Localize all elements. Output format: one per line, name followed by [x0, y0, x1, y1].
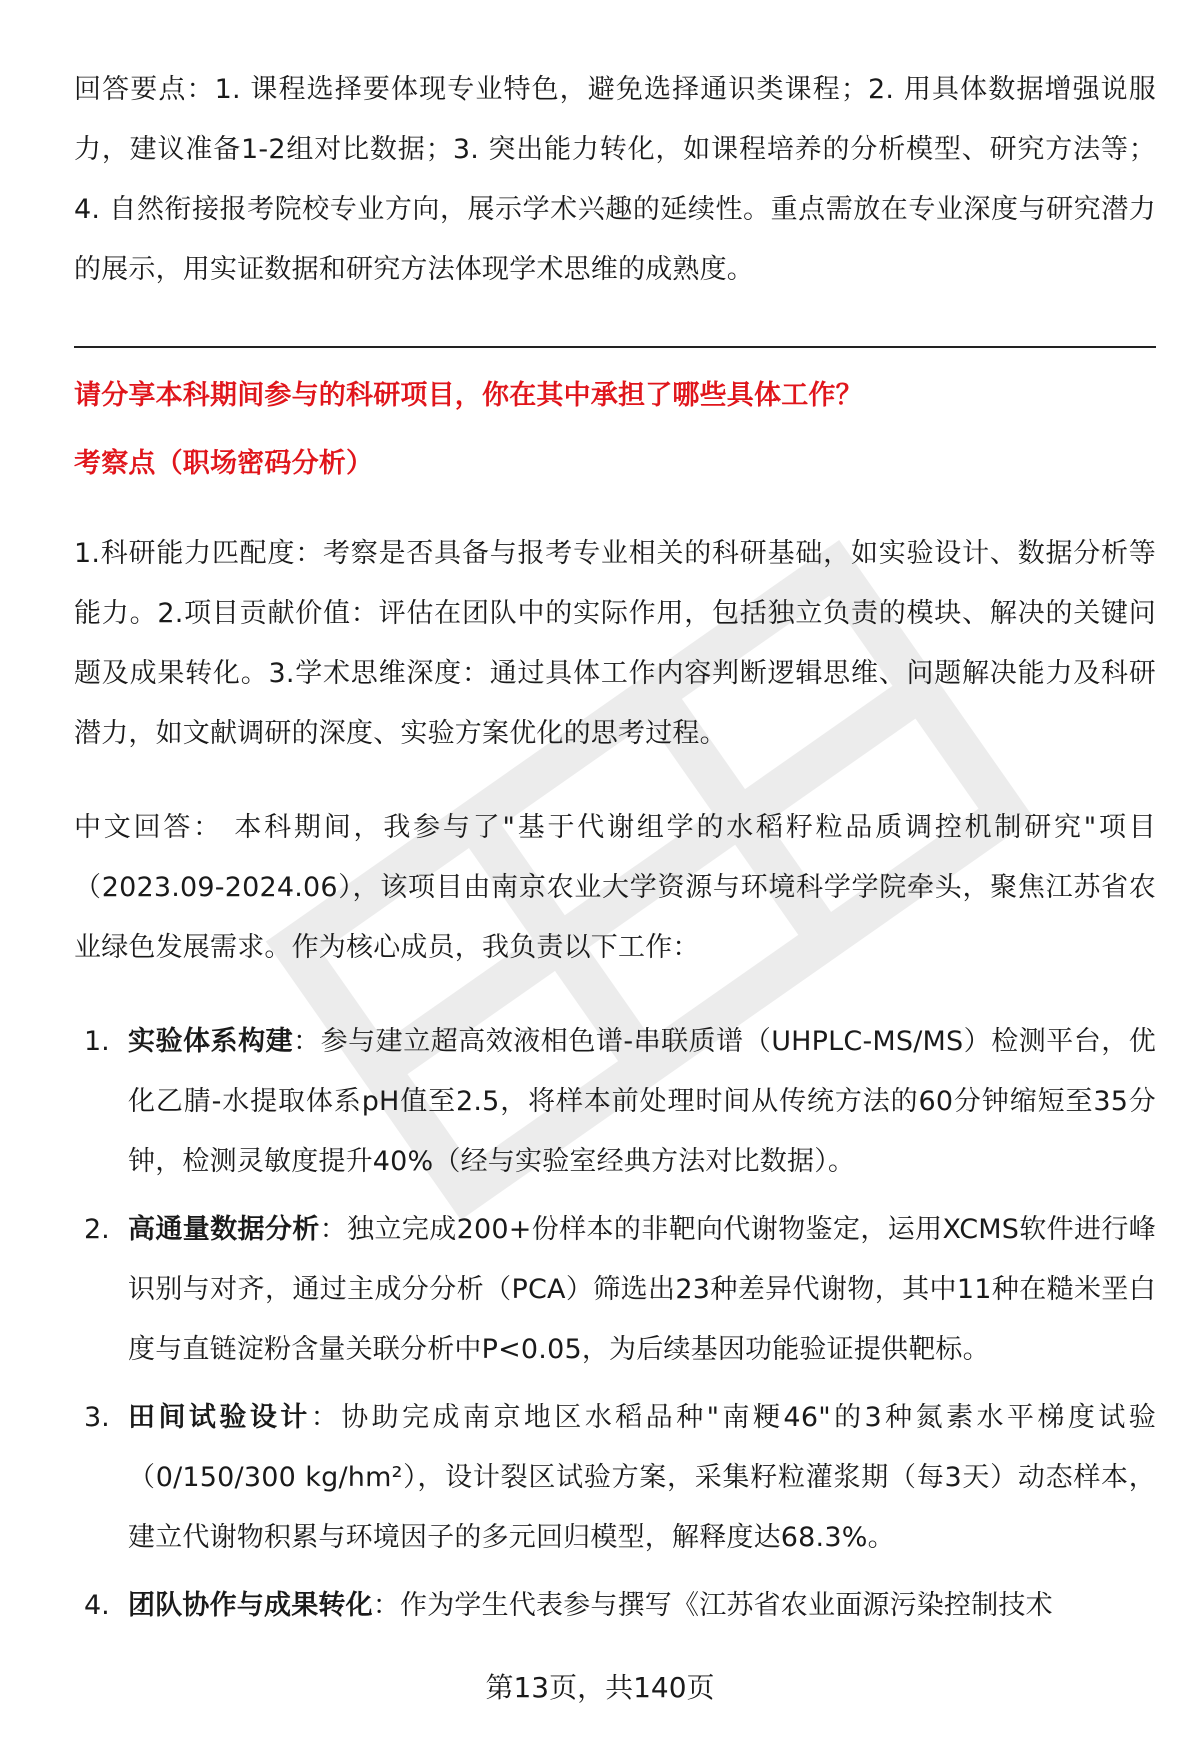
list-item-text: ：作为学生代表参与撰写《江苏省农业面源污染控制技术: [372, 1590, 1053, 1621]
list-item-text: ：参与建立超高效液相色谱-串联质谱（UHPLC-MS/MS）检测平台，优化乙腈-水提取体系pH值至2.5，将样本前处理时间从传统方法的60分钟缩短至35分钟，检测灵敏度提升40%（经与实验室经典方法对比数据）。: [128, 1026, 1156, 1177]
work-list: [74, 1012, 1156, 1636]
section-divider: [74, 346, 1156, 348]
list-item-content: [128, 1576, 1156, 1636]
list-item-content: [128, 1012, 1156, 1192]
analysis-paragraph: 1.科研能力匹配度：考察是否具备与报考专业相关的科研基础，如实验设计、数据分析等能力。2.项目贡献价值：评估在团队中的实际作用，包括独立负责的模块、解决的关键问题及成果转化。3.学术思维深度：通过具体工作内容判断逻辑思维、问题解决能力及科研潜力，如文献调研的深度、实验方案优化的思考过程。: [74, 538, 1156, 749]
list-item-number: 2.: [84, 1214, 110, 1245]
list-item-text: ：独立完成200+份样本的非靶向代谢物鉴定，运用XCMS软件进行峰识别与对齐，通过主成分分析（PCA）筛选出23种差异代谢物，其中11种在糙米垩白度与直链淀粉含量关联分析中P<0.05，为后续基因功能验证提供靶标。: [128, 1214, 1157, 1365]
list-item-heading: 田间试验设计: [128, 1402, 311, 1433]
list-item: [74, 1388, 1156, 1568]
document-page: [74, 60, 1156, 1644]
question-subtitle: 考察点（职场密码分析）: [74, 448, 374, 479]
list-item-number: 1.: [84, 1026, 110, 1057]
list-item: [74, 1012, 1156, 1192]
list-item-heading: 实验体系构建: [128, 1026, 294, 1057]
list-item-number: 3.: [84, 1402, 110, 1433]
list-item-number: 4.: [84, 1590, 110, 1621]
list-item: [74, 1576, 1156, 1636]
list-item-heading: 团队协作与成果转化: [128, 1590, 373, 1621]
list-item: [74, 1200, 1156, 1380]
list-item-text: ：协助完成南京地区水稻品种"南粳46"的3种氮素水平梯度试验（0/150/300 kg/hm²），设计裂区试验方案，采集籽粒灌浆期（每3天）动态样本，建立代谢物积累与环境因子的多元回归模型，解释度达68.3%。: [128, 1402, 1156, 1553]
list-item-content: [128, 1200, 1156, 1380]
list-item-content: [128, 1388, 1156, 1568]
question-title: 请分享本科期间参与的科研项目，你在其中承担了哪些具体工作？: [74, 380, 863, 411]
page-number: 第13页，共140页: [485, 1671, 715, 1704]
intro-paragraph: 回答要点：1. 课程选择要体现专业特色，避免选择通识类课程；2. 用具体数据增强说服力，建议准备1-2组对比数据；3. 突出能力转化，如课程培养的分析模型、研究方法等；4. 自然衔接报考院校专业方向，展示学术兴趣的延续性。重点需放在专业深度与研究潜力的展示，用实证数据和研究方法体现学术思维的成熟度。: [74, 74, 1156, 285]
answer-paragraph: 中文回答： 本科期间，我参与了"基于代谢组学的水稻籽粒品质调控机制研究"项目（2023.09-2024.06），该项目由南京农业大学资源与环境科学学院牵头，聚焦江苏省农业绿色发展需求。作为核心成员，我负责以下工作：: [74, 812, 1156, 963]
list-item-heading: 高通量数据分析: [128, 1214, 320, 1245]
